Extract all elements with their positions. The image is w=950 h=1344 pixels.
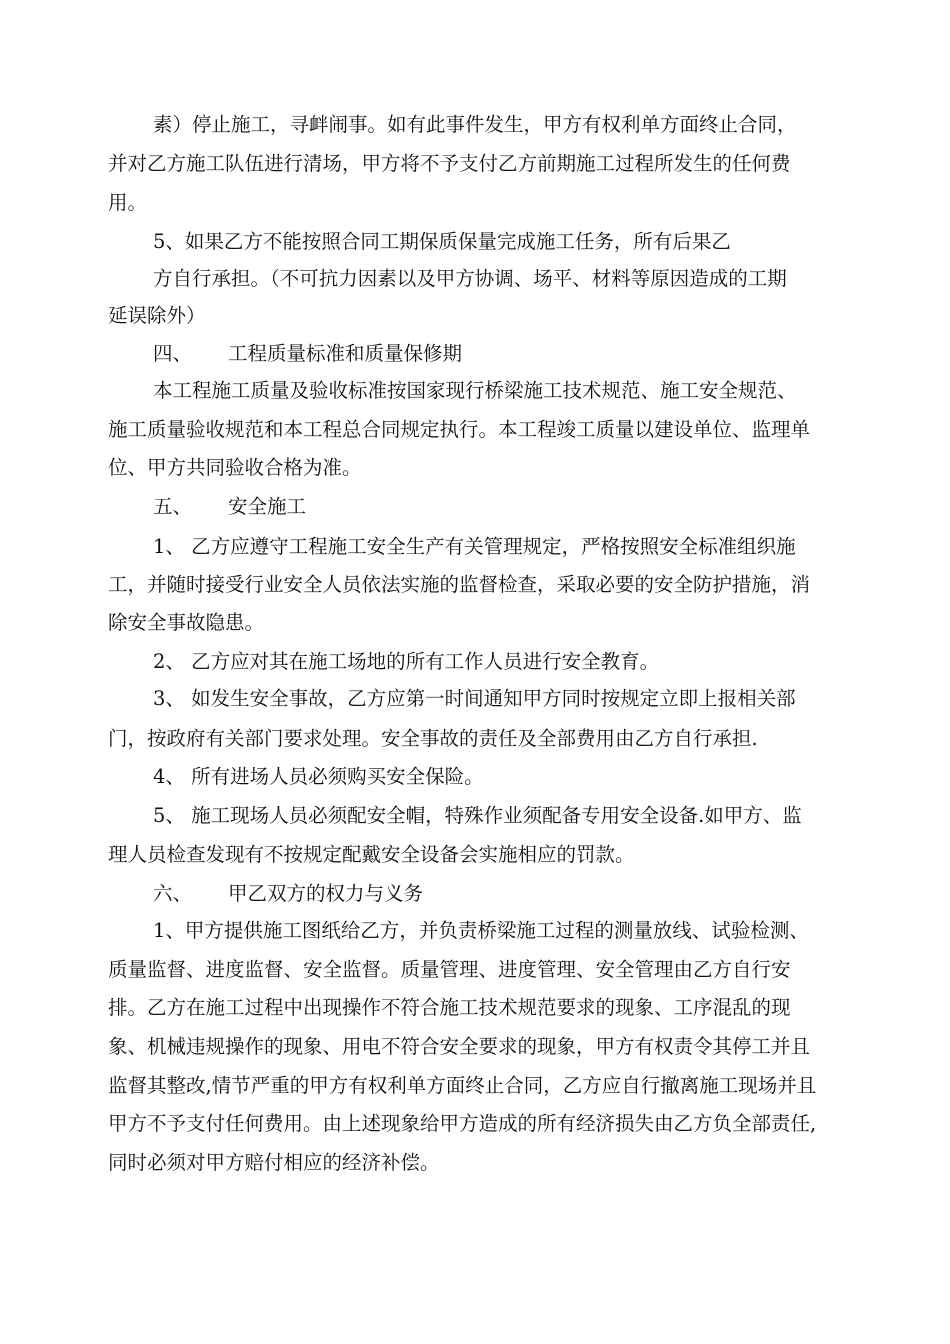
section-title: 甲乙双方的权力与义务: [228, 882, 424, 905]
paragraph-line: 监督其整改,情节严重的甲方有权利单方面终止合同，乙方应自行撤离施工现场并且: [108, 1074, 817, 1097]
paragraph-line: 理人员检查发现有不按规定配戴安全设备会实施相应的罚款。: [108, 843, 635, 866]
paragraph-line: 同时必须对甲方赔付相应的经济补偿。: [108, 1151, 440, 1174]
paragraph-line: 素）停止施工，寻衅闹事。如有此事件发生，甲方有权利单方面终止合同，: [153, 113, 797, 136]
section-number: 五、: [153, 495, 193, 518]
paragraph-line: 延误除外）: [108, 304, 206, 327]
paragraph-line: 1、甲方提供施工图纸给乙方，并负责桥梁施工过程的测量放线、试验检测、: [153, 919, 809, 942]
paragraph-line: 位、甲方共同验收合格为准。: [108, 456, 362, 479]
paragraph-line: 质量监督、进度监督、安全监督。质量管理、进度管理、安全管理由乙方自行安: [108, 958, 791, 981]
paragraph-line: 2、 乙方应对其在施工场地的所有工作人员进行安全教育。: [153, 650, 660, 673]
section-heading-6: [153, 881, 423, 907]
section-heading-5: [153, 494, 306, 520]
paragraph-line: 并对乙方施工队伍进行清场，甲方将不予支付乙方前期施工过程所发生的任何费: [108, 152, 791, 175]
paragraph-line: 除安全事故隐患。: [108, 611, 265, 634]
section-number: 四、: [153, 342, 193, 365]
paragraph-line: 排。乙方在施工过程中出现操作不符合施工技术规范要求的现象、工序混乱的现: [108, 996, 791, 1019]
paragraph-line: 用。: [108, 191, 148, 214]
paragraph-line: 4、 所有进场人员必须购买安全保险。: [153, 765, 484, 788]
section-title: 工程质量标准和质量保修期: [228, 342, 463, 365]
paragraph-line: 施工质量验收规范和本工程总合同规定执行。本工程竣工质量以建设单位、监理单: [108, 418, 811, 441]
paragraph-line: 方自行承担。（不可抗力因素以及甲方协调、场平、材料等原因造成的工期: [153, 267, 787, 290]
section-number: 六、: [153, 882, 193, 905]
paragraph-line: 本工程施工质量及验收标准按国家现行桥梁施工技术规范、施工安全规范、: [153, 379, 797, 402]
section-heading-4: [153, 341, 462, 367]
paragraph-line: 5、 施工现场人员必须配安全帽，特殊作业须配备专用安全设备.如甲方、监: [153, 804, 802, 827]
paragraph-line: 甲方不予支付任何费用。由上述现象给甲方造成的所有经济损失由乙方负全部责任,: [108, 1112, 817, 1135]
paragraph-line: 工，并随时接受行业安全人员依法实施的监督检查，采取必要的安全防护措施，消: [108, 573, 811, 596]
paragraph-line: 象、机械违规操作的现象、用电不符合安全要求的现象，甲方有权责令其停工并且: [108, 1035, 811, 1058]
section-title: 安全施工: [228, 495, 307, 518]
paragraph-line: 3、 如发生安全事故，乙方应第一时间通知甲方同时按规定立即上报相关部: [153, 687, 796, 710]
paragraph-line: 1、 乙方应遵守工程施工安全生产有关管理规定，严格按照安全标准组织施: [153, 535, 796, 558]
paragraph-line: 门，按政府有关部门要求处理。安全事故的责任及全部费用由乙方自行承担.: [108, 727, 758, 750]
paragraph-line: 5、如果乙方不能按照合同工期保质保量完成施工任务，所有后果乙: [153, 230, 731, 253]
